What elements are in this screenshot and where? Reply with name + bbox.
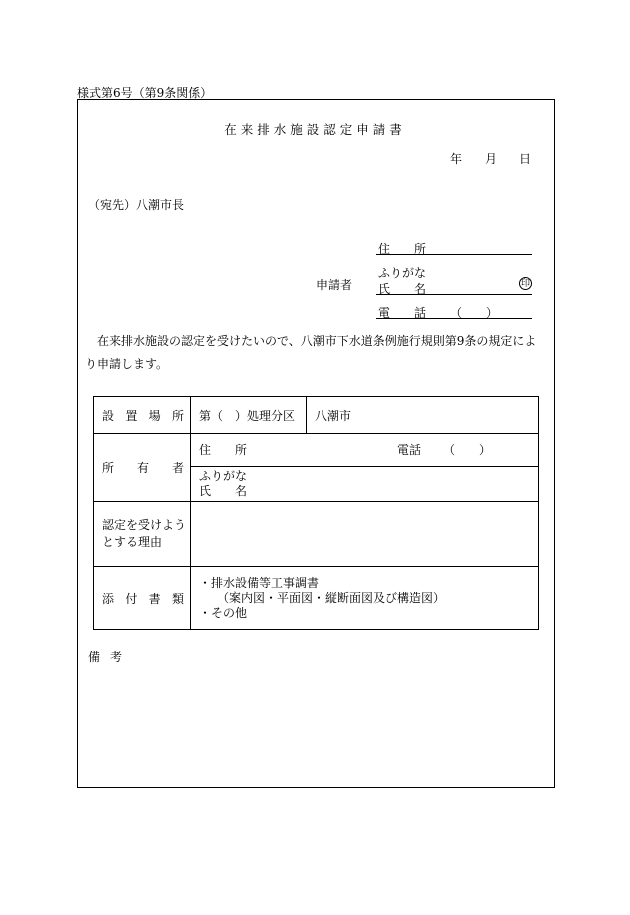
owner-row-address — [94, 434, 539, 467]
attachments-label-char: 添 — [102, 591, 115, 606]
reason-label-line2: とする理由 — [102, 535, 163, 549]
date-month: 月 — [485, 152, 498, 166]
application-statement: 在来排水施設の認定を受けたいので、八潮市下水道条例施行規則第9条の規定により申請します。 — [85, 334, 537, 371]
location-city-cell[interactable] — [307, 397, 539, 434]
reason-header — [94, 502, 191, 567]
applicant-furigana-label: ふりがな — [378, 266, 427, 280]
date-day: 日 — [519, 152, 532, 166]
applicant-name-label: 氏 名 — [378, 282, 427, 296]
location-district-cell[interactable] — [191, 397, 307, 434]
owner-name-cell[interactable] — [191, 467, 539, 502]
attachments-label-char: 類 — [171, 591, 184, 606]
form-number: 様式第6号（第9条関係） — [77, 86, 213, 100]
attachments-label-char: 書 — [148, 591, 161, 606]
application-table — [93, 396, 539, 630]
seal-mark-icon: 印 — [520, 279, 530, 289]
attachments-cell — [191, 567, 539, 630]
location-label-char: 所 — [171, 408, 184, 423]
attachment-item-1: ・排水設備等工事調書 — [199, 575, 320, 590]
applicant-label: 申請者 — [316, 278, 353, 292]
owner-furigana-label: ふりがな — [199, 469, 248, 483]
owner-address-label: 住 所 — [199, 443, 248, 457]
applicant-phone-line[interactable] — [376, 318, 532, 319]
location-label-char: 設 — [102, 408, 115, 423]
addressee: （宛先）八潮市長 — [88, 198, 185, 212]
reason-row — [94, 502, 539, 567]
owner-label-char: 者 — [171, 461, 184, 475]
attachment-item-1-detail: （案内図・平面図・縦断面図及び構造図） — [217, 590, 446, 605]
owner-header — [94, 434, 191, 502]
applicant-address-line[interactable] — [376, 254, 532, 255]
date-year: 年 — [450, 152, 463, 166]
remarks-label: 備考 — [88, 650, 133, 664]
owner-name-label: 氏 名 — [199, 484, 248, 498]
location-city: 八潮市 — [315, 408, 352, 423]
owner-address-cell[interactable] — [191, 434, 539, 467]
attachments-row — [94, 567, 539, 630]
location-district: 第（ ）処理分区 — [199, 408, 296, 423]
owner-label-char: 有 — [136, 461, 149, 475]
form-title: 在来排水施設認定申請書 — [224, 122, 406, 137]
attachment-item-2: ・その他 — [199, 605, 248, 620]
owner-phone-parens: （ ） — [443, 443, 492, 457]
applicant-address-label: 住 所 — [378, 242, 427, 256]
applicant-phone-label: 電 話 — [378, 306, 427, 320]
owner-label-char: 所 — [102, 461, 115, 475]
applicant-name-line[interactable] — [376, 294, 532, 295]
reason-label-line1: 認定を受けよう — [102, 518, 187, 532]
reason-cell[interactable] — [191, 502, 539, 567]
location-label-char: 置 — [125, 408, 138, 423]
attachments-header — [94, 567, 191, 630]
attachments-label-char: 付 — [125, 591, 138, 606]
location-label-char: 場 — [148, 408, 161, 423]
applicant-phone-parens: （ ） — [450, 306, 499, 320]
owner-phone-label: 電話 — [397, 443, 422, 457]
location-header — [94, 397, 191, 434]
location-row — [94, 397, 539, 434]
